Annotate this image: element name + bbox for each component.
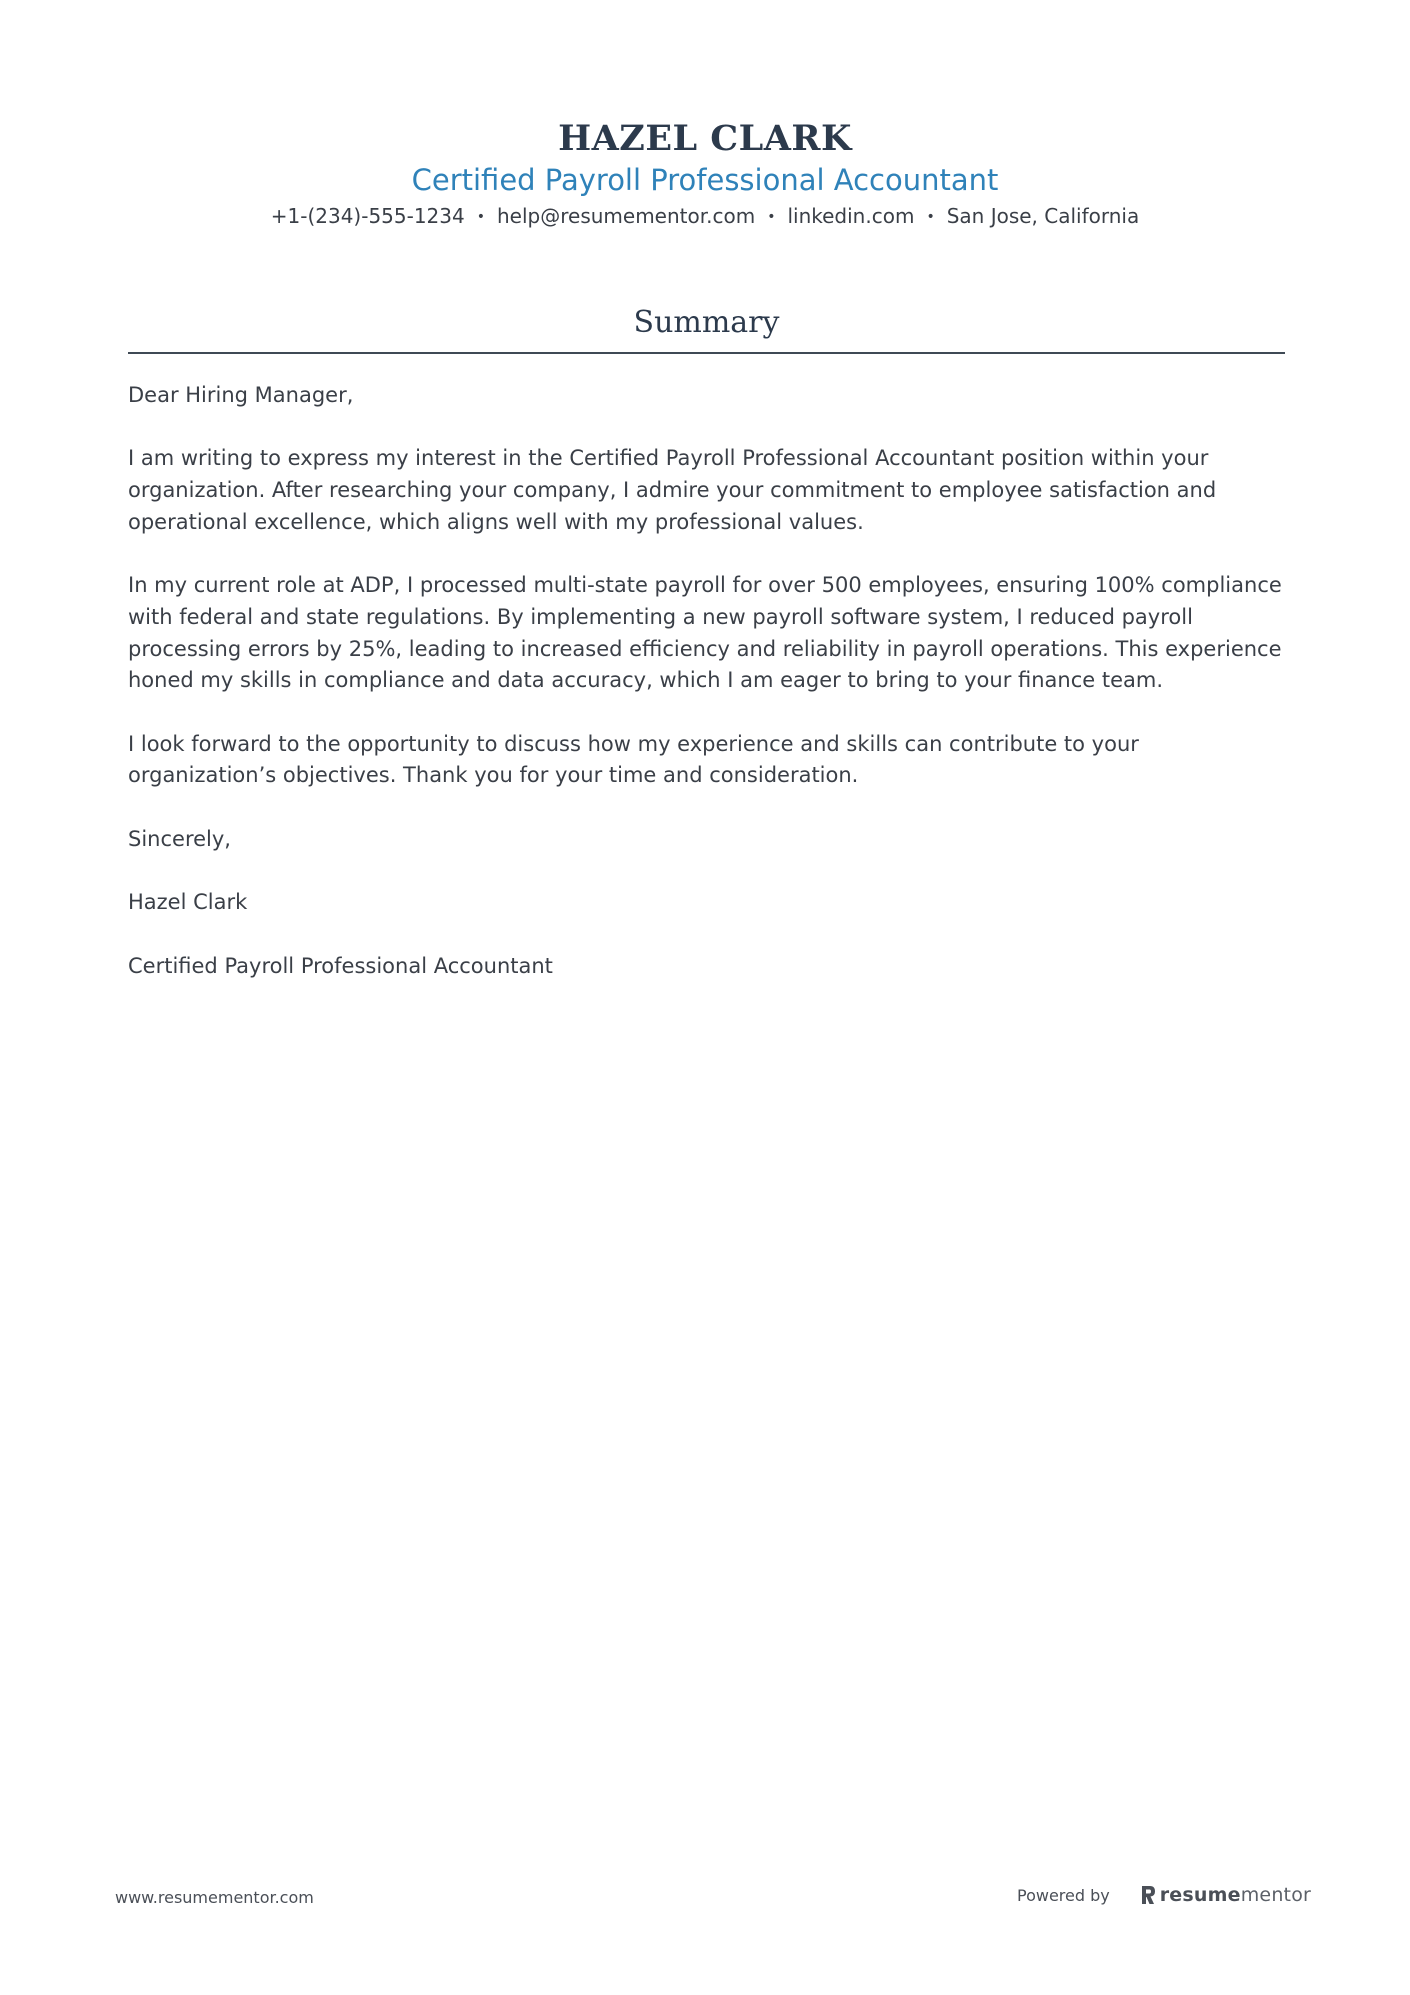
contact-email[interactable]: help@resumementor.com	[497, 204, 756, 228]
letter-body	[128, 380, 1293, 1014]
signature-title: Certified Payroll Professional Accountant	[128, 953, 553, 978]
brand-name	[1160, 1884, 1311, 1906]
letter-paragraph-3: I look forward to the opportunity to discuss how my experience and skills can contribute to your organization’s objectives. Thank you for your time and consideration.	[128, 731, 1139, 788]
contact-separator: •	[926, 209, 935, 225]
salutation: Dear Hiring Manager,	[128, 383, 354, 407]
brand-name-bold: resume	[1159, 1884, 1241, 1906]
footer-website[interactable]: www.resumementor.com	[115, 1888, 314, 1907]
candidate-name: HAZEL CLARK	[558, 118, 852, 159]
contact-location: San Jose, California	[946, 204, 1140, 228]
resumementor-logo-icon	[1140, 1885, 1156, 1905]
letter-paragraph-2: In my current role at ADP, I processed multi-state payroll for over 500 employees, ensuring 100% compliance with federal and state regulations. By implementing a new payroll software system, I reduced payroll processing errors by 25%, leading to increased efficiency and reliability in payroll operations. This experience honed my skills in compliance and data accuracy, which I am eager to bring to your finance team.	[128, 573, 1282, 693]
signature-name: Hazel Clark	[128, 890, 248, 915]
contact-linkedin[interactable]: linkedin.com	[787, 204, 915, 228]
footer-branding	[1017, 1883, 1311, 1907]
closing: Sincerely,	[128, 826, 231, 851]
contact-separator: •	[767, 209, 776, 225]
contact-phone: +1-(234)-555-1234	[270, 204, 465, 228]
contact-line	[0, 201, 1410, 232]
letter-paragraph-1: I am writing to express my interest in the Certified Payroll Professional Accountant position within your organization. After researching your company, I admire your commitment to employee satisfaction and operational excellence, which aligns well with my professional values.	[128, 446, 1217, 534]
header	[0, 115, 1410, 232]
candidate-title: Certified Payroll Professional Accountant	[411, 163, 999, 197]
contact-separator: •	[476, 209, 485, 225]
powered-by-label: Powered by	[1017, 1885, 1110, 1905]
brand-name-light: mentor	[1240, 1884, 1312, 1906]
section-divider	[128, 352, 1285, 354]
section-title: Summary	[633, 305, 780, 340]
